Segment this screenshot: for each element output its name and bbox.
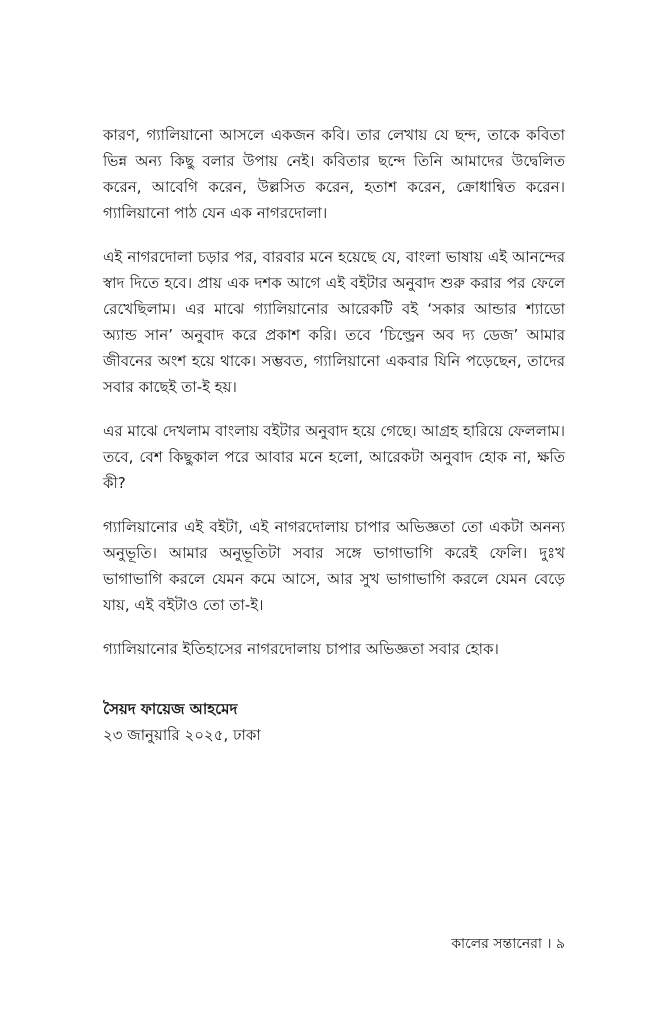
paragraph-2: এই নাগরদোলা চড়ার পর, বারবার মনে হয়েছে যে, বাংলা ভাষায় এই আনন্দের স্বাদ দিতে হবে। প্রায় এক দশক আগে এই বইটার অনুবাদ শুরু করার পর ফেলে রেখেছিলাম। এর মাঝে গ্যালিয়ানোর আরেকটি বই ‘সকার আন্ডার শ্যাডো অ্যান্ড সান’ অনুবাদ করে প্রকাশ করি। তবে ‘চিল্ড্রেন অব দ্য ডেজ’ আমার জীবনের অংশ হয়ে থাকে। সম্ভবত, গ্যালিয়ানো একবার যিনি পড়েছেন, তাদের সবার কাছেই তা-ই হয়। [103, 248, 565, 396]
signature-block [103, 696, 565, 748]
running-footer: কালের সন্তানেরা । ৯ [451, 936, 565, 952]
paragraph-5: গ্যালিয়ানোর ইতিহাসের নাগরদোলায় চাপার অভিজ্ঞতা সবার হোক। [103, 640, 499, 658]
date-place: ২৩ জানুয়ারি ২০২৫, ঢাকা [103, 726, 261, 744]
paragraph-3: এর মাঝে দেখলাম বাংলায় বইটার অনুবাদ হয়ে গেছে। আগ্রহ হারিয়ে ফেললাম। তবে, বেশ কিছুকাল পরে আবার মনে হলো, আরেকটা অনুবাদ হোক না, ক্ষতি কী? [103, 422, 565, 492]
author-name: সৈয়দ ফায়েজ আহমেদ [103, 700, 238, 718]
paragraph-1: কারণ, গ্যালিয়ানো আসলে একজন কবি। তার লেখায় যে ছন্দ, তাকে কবিতা ভিন্ন অন্য কিছু বলার উপায় নেই। কবিতার ছন্দে তিনি আমাদের উদ্বেলিত করেন, আবেগি করেন, উল্লসিত করেন, হতাশ করেন, ক্রোধান্বিত করেন। গ্যালিয়ানো পাঠ যেন এক নাগরদোলা। [103, 126, 565, 222]
preface-body [103, 122, 565, 748]
paragraph-4: গ্যালিয়ানোর এই বইটা, এই নাগরদোলায় চাপার অভিজ্ঞতা তো একটা অনন্য অনুভূতি। আমার অনুভূতিটা সবার সঙ্গে ভাগাভাগি করেই ফেলি। দুঃখ ভাগাভাগি করলে যেমন কমে আসে, আর সুখ ভাগাভাগি করলে যেমন বেড়ে যায়, এই বইটাও তো তা-ই। [103, 518, 565, 614]
